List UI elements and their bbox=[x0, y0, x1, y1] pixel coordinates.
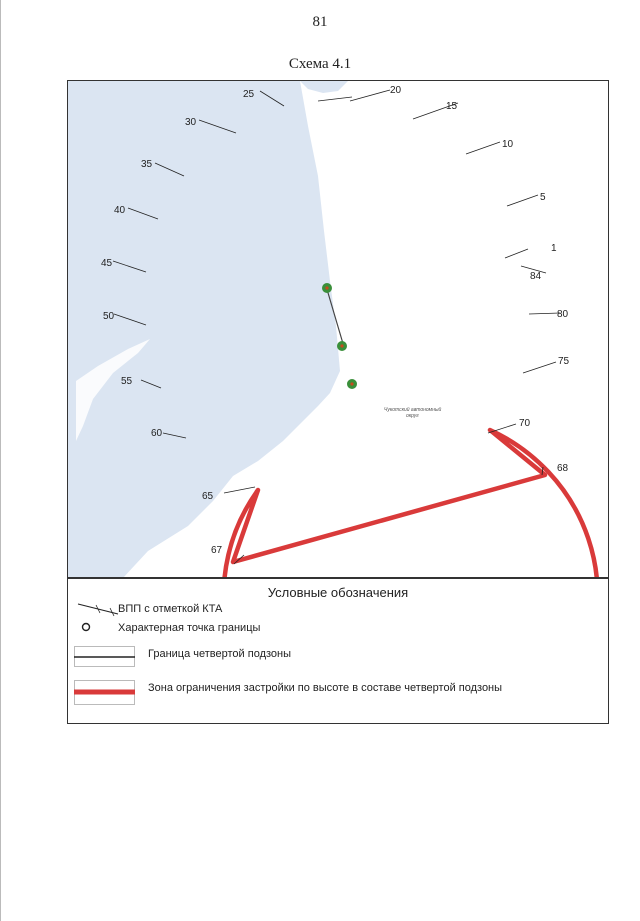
legend-item-subzone-boundary bbox=[68, 642, 608, 676]
legend-item-boundary-point bbox=[68, 618, 608, 636]
legend-item-runway bbox=[68, 600, 608, 620]
boundary-point bbox=[337, 341, 347, 351]
coast-north-water bbox=[300, 81, 348, 93]
point-label: 55 bbox=[121, 376, 133, 387]
region-label: Чукотский автономный bbox=[384, 407, 442, 413]
region-label: округ bbox=[406, 413, 419, 419]
point-label: 75 bbox=[558, 356, 570, 367]
point-label: 68 bbox=[557, 463, 569, 474]
point-label: 84 bbox=[530, 271, 542, 282]
point-label: 1 bbox=[551, 243, 557, 254]
point-label: 20 bbox=[390, 85, 402, 96]
map-frame bbox=[67, 80, 609, 579]
legend-label: Граница четвертой подзоны bbox=[148, 648, 292, 660]
point-label: 30 bbox=[185, 117, 197, 128]
height-restriction-zone-icon bbox=[74, 680, 136, 706]
scan-edge bbox=[0, 0, 1, 921]
legend-title: Условные обозначения bbox=[267, 585, 409, 600]
height-restriction-zone bbox=[224, 430, 598, 578]
point-label: 40 bbox=[114, 205, 126, 216]
boundary-point bbox=[347, 379, 357, 389]
point-label: 10 bbox=[502, 139, 514, 150]
point-label: 70 bbox=[519, 418, 531, 429]
subzone-boundary-icon bbox=[74, 646, 136, 668]
legend-label: ВПП с отметкой КТА bbox=[118, 603, 223, 615]
page-number: 81 bbox=[312, 14, 328, 30]
point-label: 60 bbox=[151, 428, 163, 439]
point-label: 5 bbox=[540, 192, 546, 203]
boundary-point-icon bbox=[76, 620, 96, 634]
legend bbox=[67, 577, 609, 724]
legend-label: Характерная точка границы bbox=[118, 622, 261, 634]
legend-item-height-restriction-zone bbox=[68, 678, 608, 712]
point-label: 25 bbox=[243, 89, 255, 100]
point-label: 80 bbox=[557, 309, 569, 320]
water-area-main bbox=[68, 81, 340, 578]
legend-label: Зона ограничения застройки по высоте в составе четвертой подзоны bbox=[148, 682, 503, 694]
point-label: 45 bbox=[101, 258, 113, 269]
scheme-title: Схема 4.1 bbox=[288, 56, 352, 72]
point-label: 67 bbox=[211, 545, 223, 556]
point-label: 50 bbox=[103, 311, 115, 322]
point-label: 65 bbox=[202, 491, 214, 502]
point-label: 35 bbox=[141, 159, 153, 170]
point-label: 15 bbox=[446, 101, 458, 112]
boundary-point bbox=[322, 283, 332, 293]
map-canvas bbox=[68, 81, 608, 578]
